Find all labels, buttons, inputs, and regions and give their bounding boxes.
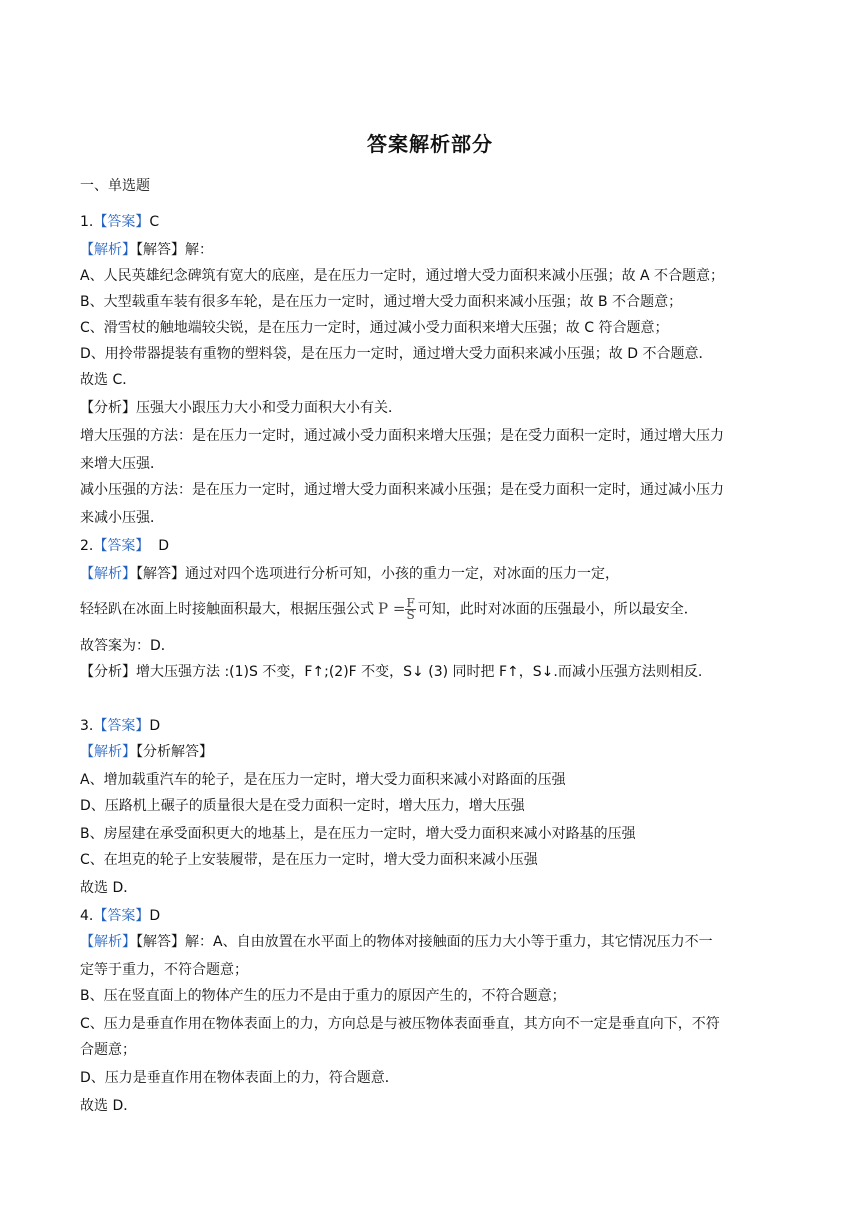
q2-text-2b: 可知，此时对冰面的压强最小，所以最安全． [417,601,698,618]
q3-option-c: C、在坦克的轮子上安装履带，是在压力一定时，增大受力面积来减小压强 [80,852,538,868]
q1-increase-line-2: 来增大压强． [80,456,164,472]
q4-number: 4. [80,908,94,924]
q4-answer-tag: 【答案】 [93,908,150,924]
q4-option-b: B、压在竖直面上的物体产生的压力不是由于重力的原因产生的，不符合题意； [80,988,566,1004]
q3-analysis-line [80,742,780,762]
q3-answer-value: D [149,718,161,734]
q2-fenxi-tag: 【分析】 [80,664,136,680]
q2-analysis-line [80,564,780,584]
q1-answer-line [80,212,780,232]
section-heading: 一、单选题 [80,178,150,194]
q3-choose: 故选 D． [80,880,138,896]
q2-text-1: 通过对四个选项进行分析可知，小孩的重力一定，对冰面的压力一定， [185,566,619,582]
page-title: 答案解析部分 [367,132,493,156]
q1-choose: 故选 C． [80,372,137,388]
q2-answer-tag: 【答案】 [93,538,150,554]
q1-jie: 解： [185,242,213,258]
q4-answer-line [80,906,780,926]
pressure-formula [378,598,416,621]
q1-analysis-tag: 【解析】 [80,242,136,258]
q2-text-2a: 轻轻趴在冰面上时接触面积最大，根据压强公式 [80,601,374,618]
q4-option-c-2: 合题意； [80,1042,136,1058]
q3-option-a: A、增加载重汽车的轮子，是在压力一定时，增大受力面积来减小对路面的压强 [80,772,566,788]
q2-answer-value: D [158,538,170,554]
q2-formula-line [80,598,780,621]
q3-option-d: D、压路机上碾子的质量很大是在受力面积一定时，增大压力，增大压强 [80,798,525,814]
q1-fenxi-text: 压强大小跟压力大小和受力面积大小有关． [136,400,402,416]
q1-decrease-line-1: 减小压强的方法：是在压力一定时，通过增大受力面积来减小压强；是在受力面积一定时，通过减小压力 [80,482,724,498]
q2-number: 2. [80,538,94,554]
q4-option-a-1: 解：A、自由放置在水平面上的物体对接触面的压力大小等于重力，其它情况压力不一 [185,934,713,950]
q1-option-c: C、滑雪杖的触地端较尖锐，是在压力一定时，通过减小受力面积来增大压强；故 C 符合题意； [80,320,669,336]
q4-answer-value: D [149,908,161,924]
q4-option-d: D、压力是垂直作用在物体表面上的力，符合题意． [80,1070,399,1086]
q1-fenxi-tag: 【分析】 [80,400,136,416]
q2-result: 故答案为：D． [80,638,175,654]
q3-option-b: B、房屋建在承受面积更大的地基上，是在压力一定时，增大受力面积来减小对路基的压强 [80,826,636,842]
q4-analysis-line [80,932,780,952]
q1-analysis-line [80,240,780,260]
q2-solution-tag: 【解答】 [136,566,185,582]
formula-denominator: S [406,608,415,622]
q3-number: 3. [80,718,94,734]
q4-analysis-tag: 【解析】 [80,934,136,950]
q1-increase-line-1: 增大压强的方法：是在压力一定时，通过减小受力面积来增大压强；是在受力面积一定时，通过增大压力 [80,428,724,444]
q4-option-c-1: C、压力是垂直作用在物体表面上的力，方向总是与被压物体表面垂直，其方向不一定是垂直向下，不符 [80,1016,720,1032]
q1-answer-tag: 【答案】 [93,214,150,230]
q1-option-b: B、大型载重车装有很多车轮，是在压力一定时，通过增大受力面积来减小压强；故 B 不合题意； [80,294,683,310]
q1-option-a: A、人民英雄纪念碑筑有宽大的底座，是在压力一定时，通过增大受力面积来减小压强；故 A 不合题意； [80,268,725,284]
q3-fenxi-jieda-tag: 【分析解答】 [136,744,213,760]
q1-decrease-line-2: 来减小压强． [80,510,164,526]
formula-numerator: F [406,596,415,610]
q1-fenxi-line [80,398,780,418]
q1-solution-tag: 【解答】 [136,242,185,258]
q2-answer-line [80,536,780,556]
q3-answer-line [80,716,780,736]
q2-fenxi-text: 增大压强方法 :(1)S 不变，F↑;(2)F 不变，S↓ (3) 同时把 F↑，S↓.而减小压强方法则相反. [136,664,703,680]
q1-number: 1. [80,214,94,230]
q3-analysis-tag: 【解析】 [80,744,136,760]
q4-solution-tag: 【解答】 [136,934,185,950]
formula-lhs: P = [378,599,406,618]
q3-answer-tag: 【答案】 [93,718,150,734]
q1-option-d: D、用拎带器提装有重物的塑料袋，是在压力一定时，通过增大受力面积来减小压强；故 D 不合题意． [80,346,713,362]
q2-fenxi-line [80,662,780,682]
q4-choose: 故选 D． [80,1098,138,1114]
q2-analysis-tag: 【解析】 [80,566,136,582]
formula-fraction [405,598,415,621]
q4-option-a-2: 定等于重力，不符合题意； [80,962,248,978]
q1-answer-value: C [149,214,160,230]
